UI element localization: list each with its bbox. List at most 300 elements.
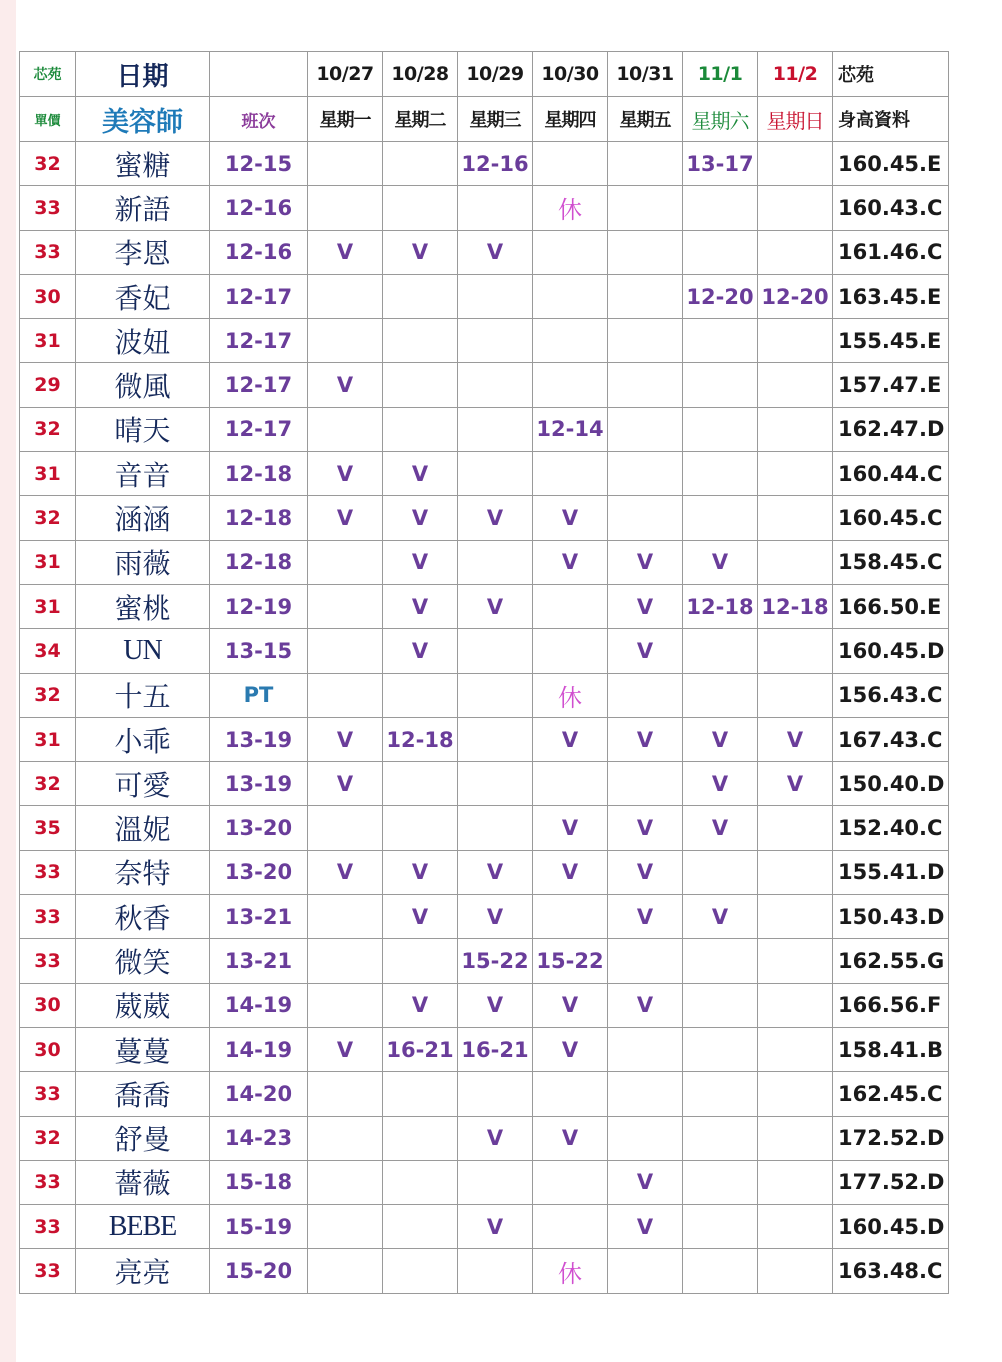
schedule-cell-day-5 (608, 452, 683, 496)
schedule-cell-day-4 (533, 452, 608, 496)
schedule-cell-day-3 (458, 274, 533, 318)
schedule-cell-day-5 (608, 1027, 683, 1071)
schedule-cell-day-5 (608, 673, 683, 717)
schedule-cell-day-4 (533, 274, 608, 318)
shift-hours: 13-20 (210, 850, 308, 894)
schedule-cell-day-4: 12-14 (533, 407, 608, 451)
schedule-cell-day-1: V (308, 363, 383, 407)
schedule-cell-day-3: V (458, 496, 533, 540)
schedule-cell-day-7 (758, 407, 833, 451)
table-row (20, 983, 949, 1027)
schedule-cell-day-1: V (308, 452, 383, 496)
schedule-cell-day-6: 13-17 (683, 142, 758, 186)
schedule-cell-day-1 (308, 584, 383, 628)
stylist-name: 薔薇 (76, 1160, 210, 1204)
table-row (20, 717, 949, 761)
schedule-cell-day-2 (383, 673, 458, 717)
table-row (20, 1116, 949, 1160)
height-data: 172.52.D (833, 1116, 949, 1160)
schedule-cell-day-1 (308, 1249, 383, 1293)
schedule-cell-day-1 (308, 806, 383, 850)
shift-hours: 15-20 (210, 1249, 308, 1293)
schedule-cell-day-6 (683, 186, 758, 230)
schedule-table (19, 51, 949, 1294)
schedule-cell-day-3: V (458, 230, 533, 274)
height-data: 177.52.D (833, 1160, 949, 1204)
table-row (20, 1205, 949, 1249)
schedule-cell-day-7 (758, 895, 833, 939)
date-col-6: 11/1 (683, 52, 758, 97)
schedule-cell-day-7 (758, 230, 833, 274)
height-data: 160.43.C (833, 186, 949, 230)
height-data: 157.47.E (833, 363, 949, 407)
schedule-cell-day-4 (533, 363, 608, 407)
stylist-name: UN (76, 629, 210, 673)
stylist-name: 十五 (76, 673, 210, 717)
schedule-cell-day-7 (758, 1205, 833, 1249)
schedule-cell-day-4 (533, 142, 608, 186)
unit-price: 33 (20, 895, 76, 939)
schedule-cell-day-3 (458, 319, 533, 363)
unit-price: 33 (20, 1205, 76, 1249)
stylist-name: 可愛 (76, 762, 210, 806)
shift-hours: 12-17 (210, 407, 308, 451)
date-col-3: 10/29 (458, 52, 533, 97)
table-row (20, 319, 949, 363)
schedule-cell-day-6 (683, 1072, 758, 1116)
height-data: 155.45.E (833, 319, 949, 363)
schedule-cell-day-1 (308, 629, 383, 673)
schedule-cell-day-5 (608, 1072, 683, 1116)
height-data: 160.45.E (833, 142, 949, 186)
schedule-cell-day-7: V (758, 717, 833, 761)
unit-price: 32 (20, 142, 76, 186)
schedule-cell-day-5 (608, 363, 683, 407)
schedule-cell-day-4 (533, 319, 608, 363)
table-row (20, 1072, 949, 1116)
schedule-cell-day-4: 15-22 (533, 939, 608, 983)
shift-hours: 15-19 (210, 1205, 308, 1249)
table-row (20, 452, 949, 496)
stylist-name: 波妞 (76, 319, 210, 363)
schedule-cell-day-5 (608, 1116, 683, 1160)
unit-price: 33 (20, 186, 76, 230)
schedule-cell-day-4 (533, 1205, 608, 1249)
schedule-cell-day-5: V (608, 1160, 683, 1204)
schedule-cell-day-4 (533, 230, 608, 274)
schedule-cell-day-5 (608, 186, 683, 230)
shift-hours: 12-17 (210, 363, 308, 407)
schedule-cell-day-3: V (458, 1116, 533, 1160)
unit-price: 30 (20, 1027, 76, 1071)
schedule-cell-day-2 (383, 1249, 458, 1293)
schedule-cell-day-6: 12-18 (683, 584, 758, 628)
schedule-cell-day-7 (758, 186, 833, 230)
schedule-cell-day-1: V (308, 230, 383, 274)
schedule-cell-day-4: V (533, 540, 608, 584)
schedule-cell-day-4 (533, 1072, 608, 1116)
shift-hours: 12-19 (210, 584, 308, 628)
schedule-cell-day-2 (383, 1072, 458, 1116)
unit-price: 32 (20, 673, 76, 717)
unit-price: 30 (20, 274, 76, 318)
height-data: 161.46.C (833, 230, 949, 274)
schedule-cell-day-2 (383, 939, 458, 983)
schedule-cell-day-4 (533, 629, 608, 673)
schedule-cell-day-4: V (533, 1027, 608, 1071)
schedule-cell-day-2: V (383, 629, 458, 673)
schedule-cell-day-6 (683, 230, 758, 274)
schedule-cell-day-1 (308, 186, 383, 230)
schedule-cell-day-4: V (533, 806, 608, 850)
stylist-name: 微風 (76, 363, 210, 407)
date-col-2: 10/28 (383, 52, 458, 97)
stylist-name: 蔓蔓 (76, 1027, 210, 1071)
day-col-2: 星期二 (383, 97, 458, 142)
shift-label: 班次 (210, 97, 308, 142)
schedule-cell-day-7 (758, 939, 833, 983)
height-label: 身高資料 (833, 97, 949, 142)
schedule-cell-day-2 (383, 407, 458, 451)
schedule-cell-day-1 (308, 274, 383, 318)
shift-hours: 12-15 (210, 142, 308, 186)
shift-hours: 12-18 (210, 452, 308, 496)
schedule-cell-day-7 (758, 983, 833, 1027)
unit-price: 35 (20, 806, 76, 850)
height-data: 166.56.F (833, 983, 949, 1027)
height-data: 152.40.C (833, 806, 949, 850)
schedule-cell-day-2: V (383, 230, 458, 274)
schedule-cell-day-2 (383, 186, 458, 230)
stylist-name: 香妃 (76, 274, 210, 318)
stylist-name: 晴天 (76, 407, 210, 451)
schedule-cell-day-7 (758, 629, 833, 673)
schedule-cell-day-6 (683, 673, 758, 717)
unit-price: 32 (20, 1116, 76, 1160)
stylist-name: 雨薇 (76, 540, 210, 584)
stylist-name: 微笑 (76, 939, 210, 983)
schedule-cell-day-3 (458, 717, 533, 761)
unit-price: 32 (20, 496, 76, 540)
table-row (20, 806, 949, 850)
stylist-name: 蜜糖 (76, 142, 210, 186)
schedule-cell-day-4: 休 (533, 186, 608, 230)
schedule-cell-day-2 (383, 1116, 458, 1160)
table-row (20, 850, 949, 894)
shift-hours: 14-19 (210, 983, 308, 1027)
stylist-name: 秋香 (76, 895, 210, 939)
store-label-right: 芯苑 (833, 52, 949, 97)
schedule-cell-day-6: V (683, 806, 758, 850)
height-data: 158.45.C (833, 540, 949, 584)
table-row (20, 230, 949, 274)
schedule-cell-day-1 (308, 1116, 383, 1160)
schedule-cell-day-7 (758, 1072, 833, 1116)
table-row (20, 186, 949, 230)
schedule-cell-day-7 (758, 806, 833, 850)
height-data: 162.47.D (833, 407, 949, 451)
schedule-cell-day-4: V (533, 983, 608, 1027)
height-data: 162.55.G (833, 939, 949, 983)
shift-hours: 12-18 (210, 496, 308, 540)
schedule-cell-day-7: V (758, 762, 833, 806)
height-data: 150.43.D (833, 895, 949, 939)
schedule-cell-day-3 (458, 629, 533, 673)
unit-price: 34 (20, 629, 76, 673)
shift-hours: 14-19 (210, 1027, 308, 1071)
schedule-cell-day-5: V (608, 584, 683, 628)
unit-price: 33 (20, 1160, 76, 1204)
unit-price: 31 (20, 584, 76, 628)
schedule-cell-day-2 (383, 274, 458, 318)
schedule-cell-day-6 (683, 1249, 758, 1293)
schedule-cell-day-6: V (683, 762, 758, 806)
schedule-cell-day-1 (308, 319, 383, 363)
shift-hours: 12-17 (210, 274, 308, 318)
schedule-cell-day-6 (683, 939, 758, 983)
schedule-cell-day-1: V (308, 1027, 383, 1071)
table-row (20, 762, 949, 806)
unit-price: 31 (20, 319, 76, 363)
schedule-cell-day-5: V (608, 540, 683, 584)
schedule-cell-day-6 (683, 850, 758, 894)
schedule-cell-day-6: 12-20 (683, 274, 758, 318)
date-col-4: 10/30 (533, 52, 608, 97)
day-col-3: 星期三 (458, 97, 533, 142)
unit-price: 30 (20, 983, 76, 1027)
schedule-cell-day-5 (608, 939, 683, 983)
shift-hours: 13-19 (210, 717, 308, 761)
schedule-cell-day-3: V (458, 895, 533, 939)
header-row-dates (20, 52, 949, 97)
schedule-cell-day-1: V (308, 850, 383, 894)
schedule-cell-day-1 (308, 1205, 383, 1249)
schedule-cell-day-5: V (608, 717, 683, 761)
stylist-name: 小乖 (76, 717, 210, 761)
unit-price: 33 (20, 939, 76, 983)
schedule-cell-day-2 (383, 806, 458, 850)
schedule-cell-day-2: V (383, 983, 458, 1027)
schedule-cell-day-7: 12-18 (758, 584, 833, 628)
height-data: 163.48.C (833, 1249, 949, 1293)
schedule-cell-day-1 (308, 983, 383, 1027)
schedule-cell-day-3 (458, 407, 533, 451)
table-row (20, 496, 949, 540)
height-data: 160.44.C (833, 452, 949, 496)
schedule-cell-day-3: 16-21 (458, 1027, 533, 1071)
height-data: 160.45.D (833, 1205, 949, 1249)
day-col-7: 星期日 (758, 97, 833, 142)
schedule-cell-day-3: V (458, 1205, 533, 1249)
day-col-1: 星期一 (308, 97, 383, 142)
schedule-cell-day-7: 12-20 (758, 274, 833, 318)
page-margin-strip (0, 0, 16, 1362)
height-data: 150.40.D (833, 762, 949, 806)
schedule-cell-day-6: V (683, 717, 758, 761)
schedule-cell-day-3: V (458, 584, 533, 628)
schedule-cell-day-7 (758, 673, 833, 717)
schedule-cell-day-5 (608, 319, 683, 363)
schedule-cell-day-3 (458, 363, 533, 407)
table-row (20, 1160, 949, 1204)
schedule-cell-day-6 (683, 1205, 758, 1249)
unit-price: 33 (20, 230, 76, 274)
schedule-cell-day-2: 16-21 (383, 1027, 458, 1071)
shift-hours: 13-21 (210, 939, 308, 983)
unit-price: 33 (20, 850, 76, 894)
unit-price: 32 (20, 762, 76, 806)
unit-price: 33 (20, 1249, 76, 1293)
stylist-name: 音音 (76, 452, 210, 496)
unit-price: 32 (20, 407, 76, 451)
schedule-cell-day-5 (608, 407, 683, 451)
schedule-cell-day-1 (308, 407, 383, 451)
stylist-name: 李恩 (76, 230, 210, 274)
schedule-cell-day-2 (383, 363, 458, 407)
schedule-cell-day-6 (683, 319, 758, 363)
schedule-cell-day-2: V (383, 584, 458, 628)
shift-hours: 12-16 (210, 230, 308, 274)
schedule-cell-day-3 (458, 452, 533, 496)
schedule-cell-day-5: V (608, 895, 683, 939)
stylist-name: 葳葳 (76, 983, 210, 1027)
schedule-cell-day-1 (308, 895, 383, 939)
schedule-cell-day-2 (383, 319, 458, 363)
date-col-1: 10/27 (308, 52, 383, 97)
table-row (20, 363, 949, 407)
schedule-cell-day-7 (758, 142, 833, 186)
schedule-cell-day-3 (458, 1249, 533, 1293)
unit-price: 31 (20, 540, 76, 584)
day-col-5: 星期五 (608, 97, 683, 142)
height-data: 162.45.C (833, 1072, 949, 1116)
day-col-4: 星期四 (533, 97, 608, 142)
table-row (20, 142, 949, 186)
shift-hours: 13-19 (210, 762, 308, 806)
unit-price-label: 單價 (20, 97, 76, 142)
schedule-cell-day-1 (308, 1160, 383, 1204)
stylist-name: BEBE (76, 1205, 210, 1249)
schedule-cell-day-7 (758, 319, 833, 363)
height-data: 155.41.D (833, 850, 949, 894)
schedule-cell-day-6 (683, 1116, 758, 1160)
schedule-cell-day-7 (758, 1116, 833, 1160)
schedule-cell-day-6 (683, 1027, 758, 1071)
header-row-days (20, 97, 949, 142)
height-data: 163.45.E (833, 274, 949, 318)
shift-hours: 13-15 (210, 629, 308, 673)
schedule-cell-day-6 (683, 496, 758, 540)
schedule-cell-day-7 (758, 1027, 833, 1071)
table-row (20, 673, 949, 717)
shift-hours: 14-20 (210, 1072, 308, 1116)
schedule-cell-day-4: V (533, 717, 608, 761)
schedule-cell-day-3: 12-16 (458, 142, 533, 186)
schedule-cell-day-2: V (383, 496, 458, 540)
height-data: 166.50.E (833, 584, 949, 628)
unit-price: 29 (20, 363, 76, 407)
schedule-cell-day-4: 休 (533, 1249, 608, 1293)
unit-price: 31 (20, 717, 76, 761)
schedule-cell-day-7 (758, 850, 833, 894)
schedule-cell-day-5: V (608, 1205, 683, 1249)
schedule-cell-day-2 (383, 762, 458, 806)
schedule-cell-day-1 (308, 540, 383, 584)
stylist-name: 舒曼 (76, 1116, 210, 1160)
stylist-name: 喬喬 (76, 1072, 210, 1116)
schedule-cell-day-4: V (533, 496, 608, 540)
schedule-cell-day-5: V (608, 850, 683, 894)
shift-hours: PT (210, 673, 308, 717)
schedule-cell-day-5 (608, 762, 683, 806)
schedule-cell-day-7 (758, 1249, 833, 1293)
stylist-name: 涵涵 (76, 496, 210, 540)
schedule-cell-day-1: V (308, 762, 383, 806)
stylist-name: 蜜桃 (76, 584, 210, 628)
schedule-cell-day-6 (683, 363, 758, 407)
stylist-name: 新語 (76, 186, 210, 230)
unit-price: 33 (20, 1072, 76, 1116)
schedule-cell-day-3 (458, 762, 533, 806)
schedule-cell-day-5: V (608, 806, 683, 850)
store-label-left: 芯苑 (20, 52, 76, 97)
schedule-cell-day-2: V (383, 452, 458, 496)
stylist-name: 亮亮 (76, 1249, 210, 1293)
schedule-cell-day-1: V (308, 717, 383, 761)
stylist-name: 溫妮 (76, 806, 210, 850)
schedule-cell-day-2 (383, 142, 458, 186)
schedule-cell-day-5: V (608, 629, 683, 673)
schedule-cell-day-1 (308, 142, 383, 186)
stylist-name: 奈特 (76, 850, 210, 894)
schedule-cell-day-4 (533, 584, 608, 628)
shift-hours: 14-23 (210, 1116, 308, 1160)
schedule-cell-day-3 (458, 540, 533, 584)
schedule-cell-day-2: 12-18 (383, 717, 458, 761)
shift-hours: 13-20 (210, 806, 308, 850)
table-row (20, 584, 949, 628)
schedule-cell-day-1 (308, 673, 383, 717)
table-row (20, 274, 949, 318)
day-col-6: 星期六 (683, 97, 758, 142)
schedule-cell-day-1 (308, 939, 383, 983)
schedule-cell-day-7 (758, 540, 833, 584)
schedule-cell-day-3: V (458, 850, 533, 894)
shift-hours: 12-17 (210, 319, 308, 363)
schedule-cell-day-7 (758, 363, 833, 407)
schedule-cell-day-1: V (308, 496, 383, 540)
schedule-cell-day-5 (608, 230, 683, 274)
schedule-cell-day-6 (683, 452, 758, 496)
schedule-cell-day-2 (383, 1160, 458, 1204)
schedule-cell-day-2 (383, 1205, 458, 1249)
schedule-cell-day-5 (608, 142, 683, 186)
table-row (20, 895, 949, 939)
height-data: 160.45.D (833, 629, 949, 673)
schedule-cell-day-3 (458, 673, 533, 717)
schedule-cell-day-3 (458, 1072, 533, 1116)
schedule-cell-day-6 (683, 1160, 758, 1204)
table-row (20, 939, 949, 983)
schedule-cell-day-1 (308, 1072, 383, 1116)
schedule-cell-day-4 (533, 1160, 608, 1204)
shift-hours: 12-18 (210, 540, 308, 584)
schedule-cell-day-5 (608, 274, 683, 318)
schedule-cell-day-7 (758, 1160, 833, 1204)
unit-price: 31 (20, 452, 76, 496)
schedule-cell-day-4: V (533, 850, 608, 894)
schedule-cell-day-2: V (383, 540, 458, 584)
